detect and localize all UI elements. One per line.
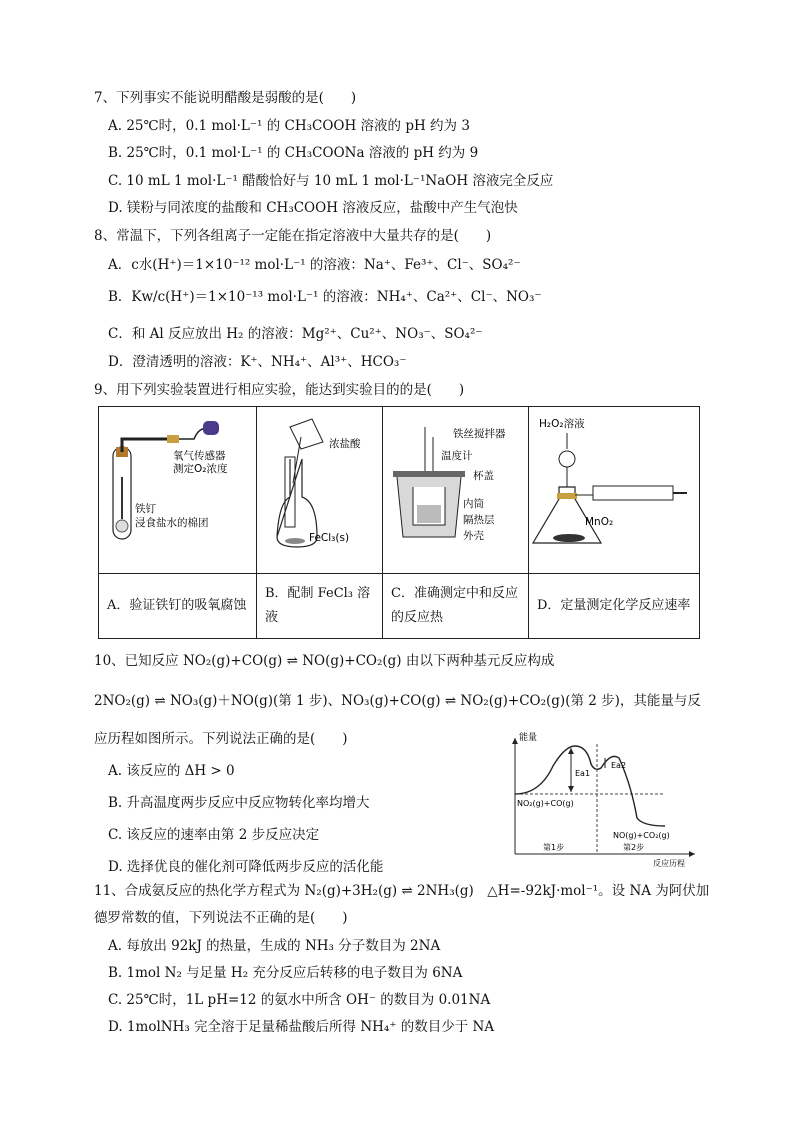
label-thermometer: 温度计	[441, 450, 473, 462]
q7-option-c: C. 10 mL 1 mol·L⁻¹ 醋酸恰好与 10 mL 1 mol·L⁻¹NaOH 溶液完全反应	[108, 173, 554, 189]
apparatus-c-cell	[383, 407, 529, 574]
q10-option-d: D. 选择优良的催化剂可降低两步反应的活化能	[108, 859, 384, 875]
graph-step1: 第1步	[543, 843, 565, 852]
energy-profile-graph	[505, 728, 705, 870]
q10-line3: 应历程如图所示。下列说法正确的是( )	[94, 731, 348, 747]
q10-option-c: C. 该反应的速率由第 2 步反应决定	[108, 827, 320, 843]
q11-option-c: C. 25℃时，1L pH=12 的氨水中所含 OH⁻ 的数目为 0.01NA	[108, 992, 491, 1008]
q11-option-b: B. 1mol N₂ 与足量 H₂ 充分反应后转移的电子数目为 6NA	[108, 965, 463, 981]
caption-b: B．配制 FeCl₃ 溶液	[257, 574, 383, 639]
apparatus-d-diagram	[529, 407, 699, 569]
q7-option-b: B. 25℃时，0.1 mol·L⁻¹ 的 CH₃COONa 溶液的 pH 约为 9	[108, 145, 479, 161]
apparatus-d-cell	[529, 407, 700, 574]
q11-line1: 11、合成氨反应的热化学方程式为 N₂(g)+3H₂(g) ⇌ 2NH₃(g) △H=-92kJ·mol⁻¹。设 NA 为阿伏加	[94, 883, 710, 899]
label-insulation: 隔热层	[463, 514, 495, 526]
q8-option-a: A．c水(H⁺)＝1×10⁻¹² mol·L⁻¹ 的溶液：Na⁺、Fe³⁺、Cl⁻、SO₄²⁻	[108, 257, 521, 273]
graph-products: NO(g)+CO₂(g)	[613, 831, 670, 840]
q8-option-b: B．Kw/c(H⁺)＝1×10⁻¹³ mol·L⁻¹ 的溶液：NH₄⁺、Ca²⁺、Cl⁻、NO₃⁻	[108, 289, 542, 305]
label-stirrer: 铁丝搅拌器	[453, 428, 506, 440]
q8-option-c: C．和 Al 反应放出 H₂ 的溶液：Mg²⁺、Cu²⁺、NO₃⁻、SO₄²⁻	[108, 326, 483, 342]
apparatus-a-cell	[99, 407, 257, 574]
q11-line2: 德罗常数的值，下列说法不正确的是( )	[94, 910, 348, 926]
label-fecl3-solid: FeCl₃(s)	[309, 532, 350, 544]
label-mno2: MnO₂	[585, 516, 614, 528]
graph-reactants: NO₂(g)+CO(g)	[517, 799, 574, 808]
q9-stem: 9、用下列实验装置进行相应实验，能达到实验目的的是( )	[94, 382, 465, 398]
q10-option-a: A. 该反应的 ΔH > 0	[108, 763, 235, 779]
label-h2o2-solution: H₂O₂溶液	[539, 418, 585, 430]
q10-option-b: B. 升高温度两步反应中反应物转化率均增大	[108, 795, 370, 811]
q8-stem: 8、常温下，下列各组离子一定能在指定溶液中大量共存的是( )	[94, 228, 492, 244]
q10-line1: 10、已知反应 NO₂(g)+CO(g) ⇌ NO(g)+CO₂(g) 由以下两种基元反应构成	[94, 653, 555, 669]
graph-xlabel: 反应历程	[653, 859, 685, 868]
label-iron-nail: 铁钉	[135, 503, 156, 515]
caption-d: D．定量测定化学反应速率	[529, 574, 700, 639]
graph-ylabel: 能量	[519, 733, 538, 743]
label-inner-cup: 内筒	[463, 498, 484, 510]
label-lid: 杯盖	[473, 470, 494, 482]
q10-line2: 2NO₂(g) ⇌ NO₃(g)＋NO(g)(第 1 步)、NO₃(g)+CO(g) ⇌ NO₂(g)+CO₂(g)(第 2 步)，其能量与反	[94, 693, 701, 709]
q7-option-a: A. 25℃时，0.1 mol·L⁻¹ 的 CH₃COOH 溶液的 pH 约为 3	[108, 118, 470, 134]
label-oxygen-sensor: 氧气传感器	[173, 450, 226, 462]
label-measure-o2: 测定O₂浓度	[173, 463, 228, 475]
q8-option-d: D．澄清透明的溶液：K⁺、NH₄⁺、Al³⁺、HCO₃⁻	[108, 354, 407, 370]
apparatus-b-cell	[257, 407, 383, 574]
apparatus-b-diagram	[257, 407, 382, 569]
graph-step2: 第2步	[623, 843, 645, 852]
apparatus-c-diagram	[383, 407, 528, 569]
q7-option-d: D. 镁粉与同浓度的盐酸和 CH₃COOH 溶液反应，盐酸中产生气泡快	[108, 200, 518, 216]
label-outer-shell: 外壳	[463, 530, 484, 542]
q11-option-d: D. 1molNH₃ 完全溶于足量稀盐酸后所得 NH₄⁺ 的数目少于 NA	[108, 1019, 495, 1035]
graph-ea2: Ea2	[611, 761, 627, 770]
label-salt-cotton: 浸食盐水的棉团	[135, 517, 209, 529]
q11-option-a: A. 每放出 92kJ 的热量，生成的 NH₃ 分子数目为 2NA	[108, 938, 441, 954]
graph-ea1: Ea1	[575, 769, 591, 778]
label-conc-hcl: 浓盐酸	[329, 438, 361, 450]
experiment-table	[98, 406, 700, 639]
apparatus-a-diagram	[99, 407, 256, 569]
caption-a: A．验证铁钉的吸氧腐蚀	[99, 574, 257, 639]
q7-stem: 7、下列事实不能说明醋酸是弱酸的是( )	[94, 90, 357, 106]
caption-c: C．准确测定中和反应的反应热	[383, 574, 529, 639]
